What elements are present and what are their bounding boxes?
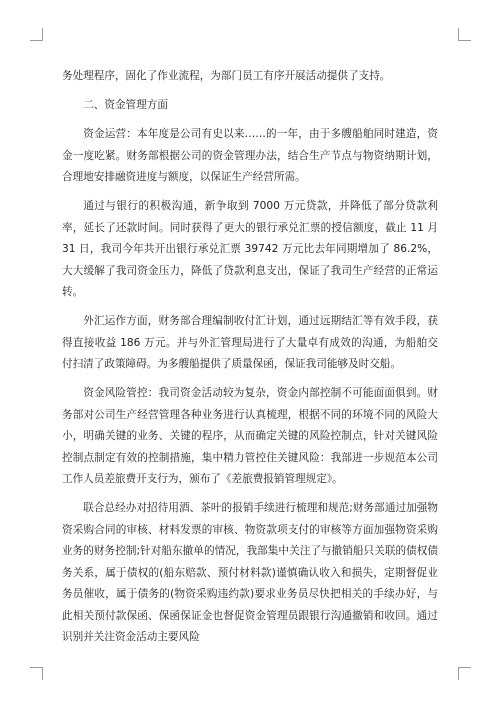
paragraph-fund-operation: 资金运营：本年度是公司有史以来……的一年，由于多艘船舶同时建造，资金一度吃紧。财务部根据公司的资金管理办法，结合生产节点与物资纳期计划，合理地安排融资进度与额度，以保证生产经营所需。 xyxy=(62,128,438,183)
document-body xyxy=(62,66,438,656)
section-heading: 二、资金管理方面 xyxy=(83,99,168,111)
paragraph-joint-review: 联合总经办对招待用酒、茶叶的报销手续进行梳理和规范;财务部通过加强物资采购合同的审核、材料发票的审核、物资款项支付的审核等方面加强物资采购业务的财务控制;针对船东撤单的情况，我部集中关注了与撤销船只关联的债权债务关系，属于债权的(船东赔款、预付材料款)谨慎确认收入和损失，定期督促业务员催收，属于债务的(物资采购违约款)要求业务员尽快把相关的手续办好，与此相关预付款保函、保函保证金也督促资金管理员跟银行沟通撤销和收回。通过识别并关注资金活动主要风险 xyxy=(62,502,438,643)
paragraph-risk-control: 资金风险管控：我司资金活动较为复杂，资金内部控制不可能面面俱到。财务部对公司生产经营管理各种业务进行认真梳理，根据不同的环境不同的风险大小，明确关键的业务、关键的程序，从而确定关键的风险控制点，针对关键风险控制点制定有效的控制措施，集中精力管控住关键风险：我部进一步规范本公司工作人员差旅费开支行为，颁布了《差旅费报销管理规定》。 xyxy=(62,387,438,485)
paragraph-bank-communication: 通过与银行的积极沟通，新争取到 7000 万元贷款，并降低了部分贷款利率，延长了还款时间。同时获得了更大的银行承兑汇票的授信额度，截止 11 月 31 日，我司今年共开出银行承兑汇票 39742 万元比去年同期增加了 86.2%，大大缓解了我司资金压力，降低了贷款利息支出，保证了我司生产经营的正常运转。 xyxy=(62,200,438,298)
crop-mark-top-left xyxy=(30,28,43,41)
paragraph-continuation: 务处理程序，固化了作业流程，为部门员工有序开展活动提供了支持。 xyxy=(62,70,391,82)
crop-mark-bottom-right xyxy=(458,667,471,680)
paragraph-foreign-exchange: 外汇运作方面，财务部合理编制收付汇计划，通过远期结汇等有效手段，获得直接收益 186 万元。并与外汇管理局进行了大量卓有成效的沟通，为船舶交付扫清了政策障碍。为多艘船提供了质量保函，保证我司能够及时交船。 xyxy=(62,315,438,370)
crop-mark-bottom-left xyxy=(30,667,43,680)
crop-mark-top-right xyxy=(458,28,471,41)
